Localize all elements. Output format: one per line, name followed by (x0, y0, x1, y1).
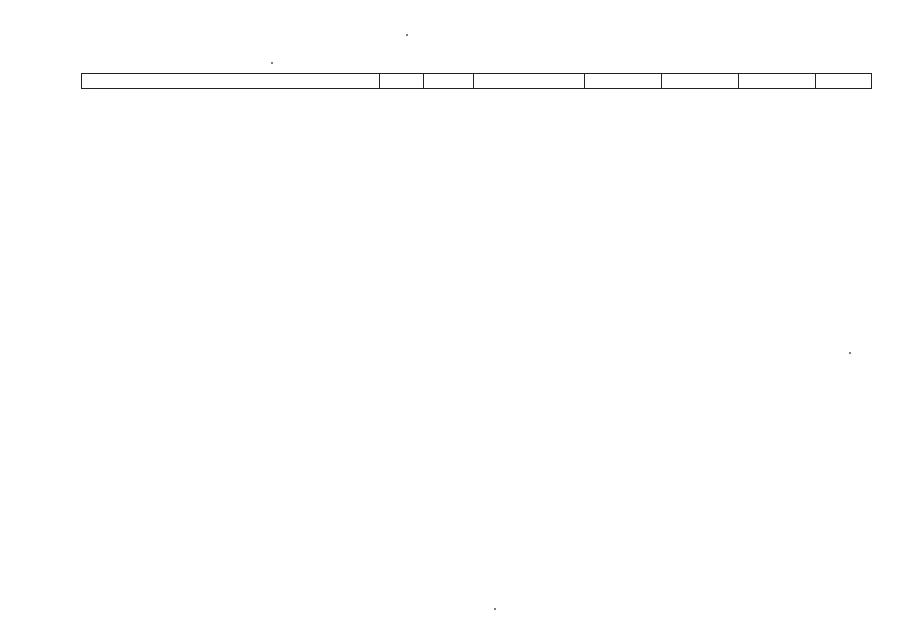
scan-speck (494, 608, 496, 610)
column-header-table (81, 73, 872, 89)
header-col-5 (585, 74, 662, 89)
scan-speck (849, 352, 851, 354)
header-col-4 (474, 74, 585, 89)
scan-speck (406, 34, 408, 36)
header-col-3 (424, 74, 474, 89)
header-col-2 (380, 74, 424, 89)
header-col-7 (739, 74, 816, 89)
header-col-6 (662, 74, 739, 89)
scan-speck (271, 62, 273, 64)
header-col-1 (82, 74, 380, 89)
header-col-8 (816, 74, 872, 89)
